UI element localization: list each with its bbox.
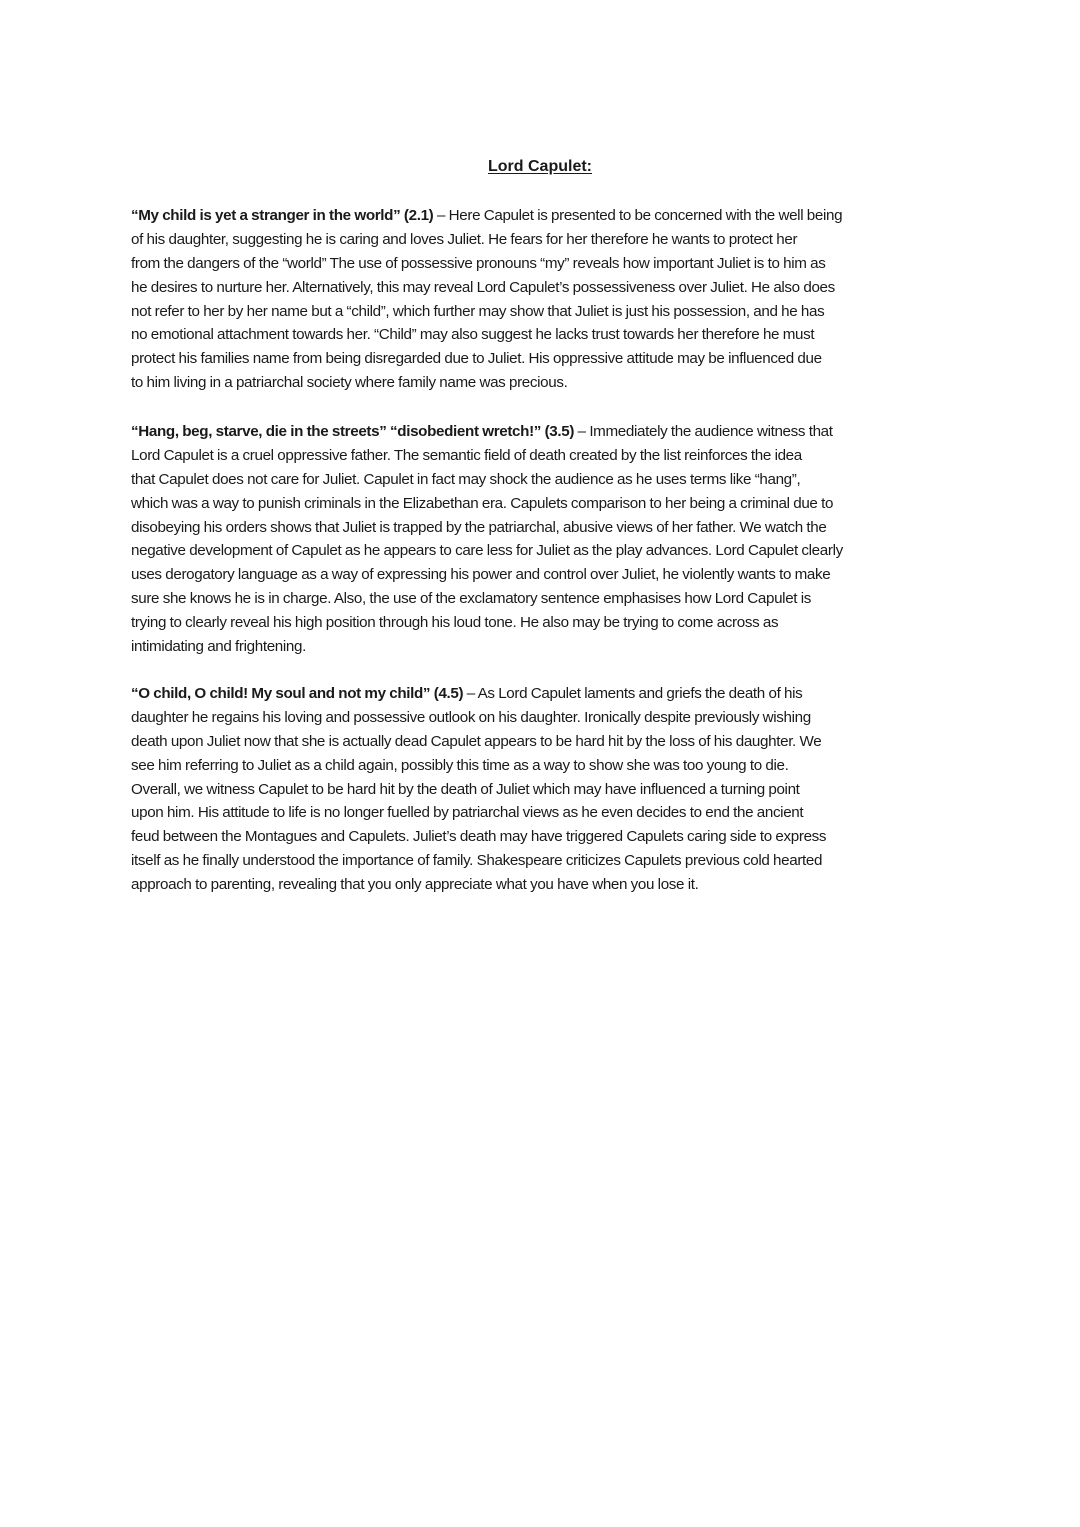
bold-quote: “O child, O child! My soul and not my child” (4.5) — [131, 685, 464, 702]
paragraph-line: uses derogatory language as a way of expressing his power and control over Juliet, he violently wants to make — [131, 566, 831, 584]
paragraph-line: that Capulet does not care for Juliet. Capulet in fact may shock the audience as he uses terms like “hang”, — [131, 470, 801, 488]
paragraph-line: intimidating and frightening. — [131, 638, 306, 656]
paragraph-line: of his daughter, suggesting he is caring and loves Juliet. He fears for her therefore he wants to protect her — [131, 230, 798, 248]
paragraph-line: which was a way to punish criminals in the Elizabethan era. Capulets comparison to her being a criminal due to — [131, 494, 834, 512]
paragraph-act-2-scene-1 — [131, 204, 961, 395]
paragraph-line — [131, 204, 961, 228]
analysis-text: – Here Capulet is presented to be concerned with the well being — [433, 207, 843, 224]
paragraph-line: see him referring to Juliet as a child again, possibly this time as a way to show she was too young to die. — [131, 756, 789, 774]
analysis-text: – Immediately the audience witness that — [574, 423, 833, 440]
paragraph-line: death upon Juliet now that she is actually dead Capulet appears to be hard hit by the loss of his daughter. We — [131, 732, 822, 750]
paragraph-line: to him living in a patriarchal society where family name was precious. — [131, 374, 568, 392]
paragraph-line: from the dangers of the “world” The use of possessive pronouns “my” reveals how important Juliet is to him as — [131, 254, 826, 272]
paragraph-line: protect his families name from being disregarded due to Juliet. His oppressive attitude may be influenced due — [131, 350, 822, 368]
bold-quote: “Hang, beg, starve, die in the streets” “disobedient wretch!” (3.5) — [131, 423, 575, 440]
analysis-text: – As Lord Capulet laments and griefs the death of his — [463, 685, 803, 702]
paragraph-act-4-scene-5 — [131, 682, 961, 897]
paragraph-act-3-scene-5 — [131, 420, 961, 659]
paragraph-line: upon him. His attitude to life is no longer fuelled by patriarchal views as he even decides to end the ancient — [131, 804, 804, 822]
document-title — [0, 155, 1080, 179]
paragraph-line: no emotional attachment towards her. “Child” may also suggest he lacks trust towards her therefore he must — [131, 326, 815, 344]
paragraph-line: feud between the Montagues and Capulets. Juliet’s death may have triggered Capulets caring side to express — [131, 828, 827, 846]
paragraph-line: negative development of Capulet as he appears to care less for Juliet as the play advances. Lord Capulet clearly — [131, 542, 843, 560]
paragraph-line: trying to clearly reveal his high position through his loud tone. He also may be trying to come across as — [131, 614, 779, 632]
paragraph-line: not refer to her by her name but a “child”, which further may show that Juliet is just his possession, and he has — [131, 302, 825, 320]
paragraph-line — [131, 682, 961, 706]
paragraph-line: daughter he regains his loving and possessive outlook on his daughter. Ironically despite previously wishing — [131, 708, 811, 726]
paragraph-line: disobeying his orders shows that Juliet is trapped by the patriarchal, abusive views of her father. We watch the — [131, 518, 827, 536]
paragraph-line: Overall, we witness Capulet to be hard hit by the death of Juliet which may have influenced a turning point — [131, 780, 800, 798]
paragraph-line — [131, 420, 961, 444]
paragraph-line: Lord Capulet is a cruel oppressive father. The semantic field of death created by the list reinforces the idea — [131, 446, 802, 464]
paragraph-line: itself as he finally understood the importance of family. Shakespeare criticizes Capulets previous cold hearted — [131, 852, 823, 870]
document-title-text: Lord Capulet: — [488, 158, 592, 175]
paragraph-line: he desires to nurture her. Alternatively, this may reveal Lord Capulet’s possessiveness over Juliet. He also does — [131, 278, 835, 296]
paragraph-line: approach to parenting, revealing that you only appreciate what you have when you lose it. — [131, 876, 699, 894]
bold-quote: “My child is yet a stranger in the world” (2.1) — [131, 207, 434, 224]
paragraph-line: sure she knows he is in charge. Also, the use of the exclamatory sentence emphasises how Lord Capulet is — [131, 590, 811, 608]
